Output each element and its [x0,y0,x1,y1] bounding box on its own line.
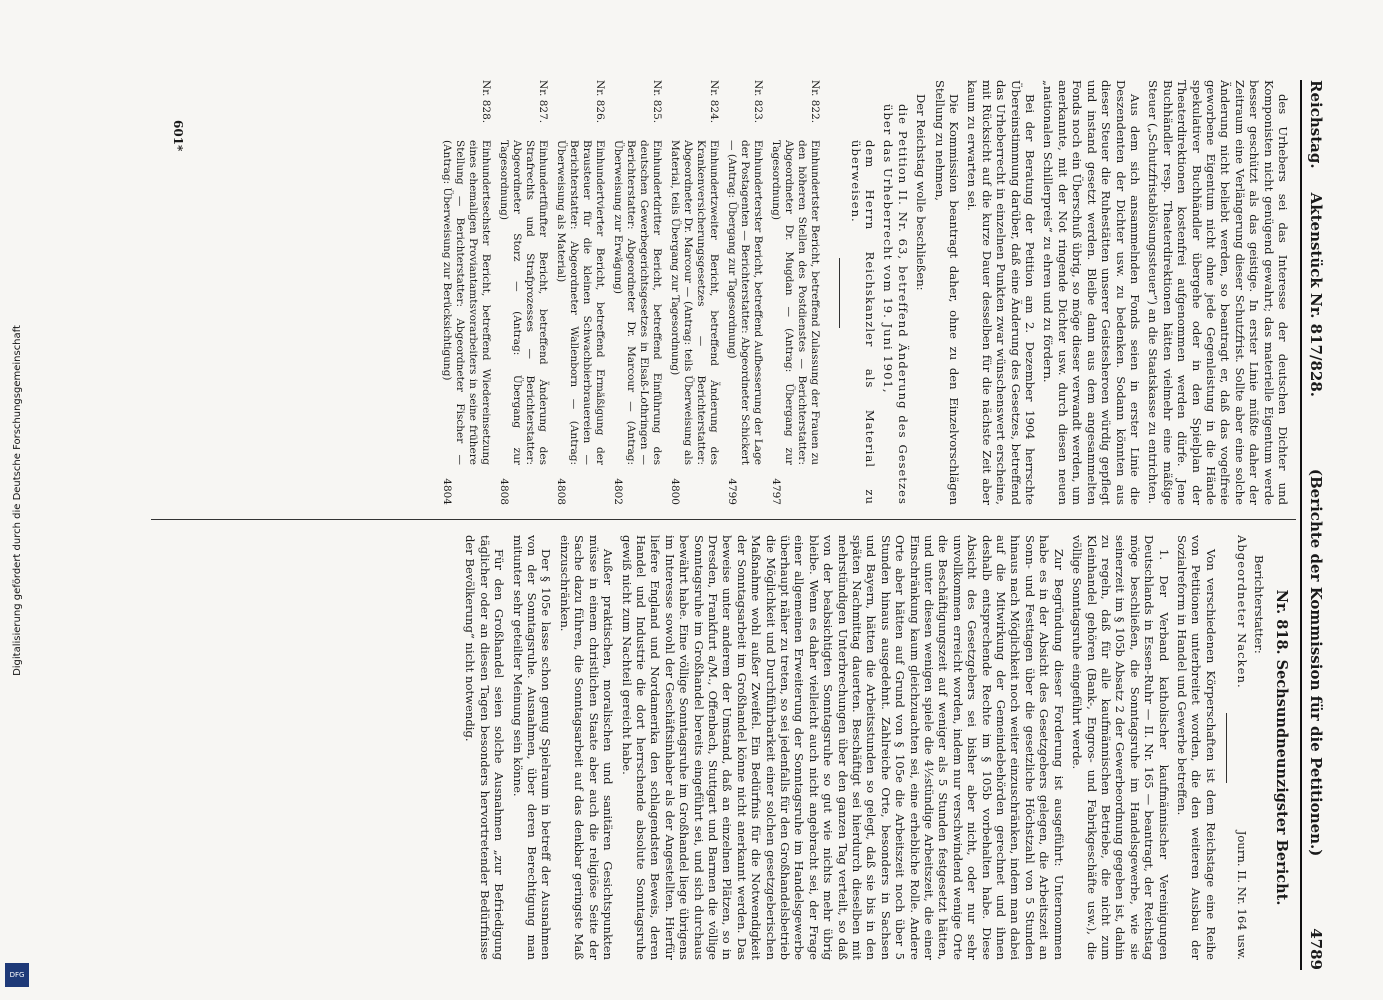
signature-mark: 601* [171,120,185,152]
table-of-contents [440,80,821,505]
paragraph: Für den Großhandel seien solche Ausnahmen „zur Befriedigung täglicher oder an diesen Tagen besonders hervortretender Bedürfnisse der Bevölkerung“ nicht notwendig. [463,535,507,960]
toc-number: Nr. 828. [480,80,493,124]
toc-number: Nr. 826. [594,80,607,124]
toc-title: Einhundertzweiter Bericht, betreffend Änderung des Krankenversicherungsgesetzes — Berichterstatter: Abgeordneter Dr. Marcour — (Antrag: teils Überweisung als Material, teils Übergang zur Tagesordnung) [669,140,721,465]
toc-entry [668,80,720,505]
report-heading [1274,535,1288,960]
paragraph: Aus dem sich ansammelnden Fonds seien in erster Linie die Deszendenten der Dichter usw. zu bedenken. Sodann könnten aus dieser Steuer die Ruhestätten unserer Geistesheroen würdig gepflegt und instand gesetzt werden. Bleibe dann aus dem angesammelten Fonds noch ein Überschuß übrig, so möge dieser verwandt werden, um anerkannte, mit der Not ringende Dichter usw. durch diesen neuen „nationalen Schillerpreis“ zu ehren und zu fördern. [1041,80,1142,505]
paragraph: des Urhebers sei das Interesse der deutschen Dichter und Komponisten nicht genügend gewahrt; das materielle Eigentum werde besser geschützt als das geistige. In erster Linie müßte daher der Zeitraum eine Verlängerung dieser Schutzfrist. Sollte aber eine solche Änderung nicht beliebt werden, so beantragt er, daß das vogelfreie geworbene Eigentum nicht ohne jede Gegenleistung in die Hände spekulativer Buchhändler übergehe oder in den Spielplan der Theaterdirektionen kostenfrei aufgenommen werden dürfe. Jene Buchhändler resp. Theaterdirektionen hätten vielmehr eine mäßige Steuer („Schutzfristablösungssteuer“) an die Staatskasse zu entrichten. [1146,80,1290,505]
toc-page: 4802 [612,478,625,505]
header-page-number: 4789 [1307,928,1326,970]
toc-entry [440,80,492,505]
logo-text: DFG [9,971,25,979]
motion-intro: Der Reichstag wolle beschließen: [914,94,929,291]
header-parliament: Reichstag. [1307,80,1326,169]
toc-number: Nr. 822. [809,80,822,124]
toc-entry [611,80,663,505]
paragraph: 1. Der Verband katholischer kaufmännischer Vereinigungen Deutschlands in Essen-Ruhr — II. Nr. 165 — beantragt, der Reichstag möge beschließen, die Sonntagsruhe im Handelsgewerbe, wie sie seinerzeit im § 105b Absatz 2 der Gewerbeordnung gegeben ist, dahin zu regeln, daß für alle kaufmännischen Betriebe, die nicht zum Kleinhandel gehören (Bank-, Engros- und Fabrikgeschäfte usw.), die völlige Sonntagsruhe eingeführt werde. [1070,535,1171,960]
toc-title: Einhundertvierter Bericht, betreffend Ermäßigung der Brausteuer für die kleinen Schwachbierbrauereien — Berichterstatter: Abgeordneter Wallenborn — (Antrag: Überweisung als Material) [555,140,607,465]
toc-page: 4797 [770,478,783,505]
paragraph: Bei der Beratung der Petition am 2. Dezember 1904 herrschte Übereinstimmung darüber, daß eine Änderung des Gesetzes, betreffend das Urheberrecht in einzelnen Punkten zwar wünschenswert erscheine, mit Rücksicht auf die kurze Dauer desselben für die nächste Zeit aber kaum zu erwarten sei. [965,80,1038,505]
toc-entry [769,80,821,505]
toc-title: Einhunderterster Bericht, betreffend Aufbesserung der Lage der Postagenten — Berichterstatter: Abgeordneter Schickert — (Antrag: Übergang zur Tagesordnung) [726,140,765,465]
dfg-logo [5,963,29,987]
toc-title: Einhundertfünfter Bericht, betreffend Änderung des Strafrechts und Strafprozesses — Berichterstatter: Abgeordneter Storz — (Antrag: Übergang zur Tagesordnung) [498,140,550,465]
paragraph: Von verschiedenen Körperschaften ist dem Reichstage eine Reihe von Petitionen unterbreitet worden, die den weiteren Ausbau der Sozialreform in Handel und Gewerbe betreffen. [1174,535,1218,960]
journal-reference: Journ. II. Nr. 164 usw. [1235,830,1250,960]
header-document-number: Aktenstück Nr. 817/828. [1307,192,1326,398]
toc-page: 4808 [498,478,511,505]
left-column [155,80,1290,505]
toc-title: Einhundertster Bericht, betreffend Zulassung der Frauen zu den höheren Stellen des Postdienstes — Berichterstatter: Abgeordneter Dr. Mugdan — (Antrag: Übergang zur Tagesordnung) [770,140,822,465]
paragraph: Der § 105e lasse schon genug Spielraum in betreff der Ausnahmen von der Sonntagsruhe. Ausnahmen, über deren Berechtigung man mitunter sehr geteilter Meinung sein könne. [510,535,554,960]
toc-title: Einhundertdritter Bericht, betreffend Einführung des deutschen Gewerbegerichtsgesetzes in Elsaß-Lothringen — Berichterstatter: Abgeordneter Dr. Marcour — (Antrag: Überweisung zur Erwägung) [612,140,664,465]
motion-text: die Petition II. Nr. 63, betreffend Änderung des Gesetzes über das Urheberrecht vom 19. Juni 1901, [881,104,910,505]
toc-entry [725,80,764,505]
toc-number: Nr. 827. [537,80,550,124]
column-divider [151,519,1296,520]
paragraph: Die Kommission beantragt daher, ohne zu den Einzelvorschlägen Stellung zu nehmen, [932,80,962,505]
toc-entry [497,80,549,505]
separator-rule [1226,713,1227,783]
motion-close: dem Herrn Reichskanzler als Material zu überweisen. [848,140,878,505]
reporter-block [1251,535,1265,960]
toc-number: Nr. 824. [708,80,721,124]
separator-rule [839,258,840,328]
header-section: (Berichte der Kommission für die Petitionen.) [1307,468,1326,857]
reporter-name: Abgeordneter Nacken. [1235,535,1250,689]
paragraph: Außer praktischen, moralischen und sanitären Gesichtspunkten müsse in einem christlichen Staate aber auch die religiöse Seite der Sache dazu führen, die Sonntagsarbeit auf das denkbar geringste Maß einzuschränken. [557,535,616,960]
toc-title: Einhundertsechster Bericht, betreffend Wiedereinsetzung eines ehemaligen Proviantamtsvorarbeiters in seine frühere Stellung — Berichterstatter: Abgeordneter Fischer — (Antrag: Überweisung zur Berücksichtigung) [441,140,493,465]
toc-page: 4804 [441,478,454,505]
report-number: Nr. 818. [1273,589,1290,655]
toc-entry [554,80,606,505]
digitization-credit [8,10,26,990]
reporter-row [1235,535,1249,960]
toc-page: 4799 [726,478,739,505]
toc-page: 4800 [669,478,682,505]
credit-text: Digitalisierung gefördert durch die Deutsche Forschungsgemeinschaft [11,324,23,676]
page-header [1300,80,1330,970]
toc-number: Nr. 823. [752,80,765,124]
rotated-document-sheet [140,70,1330,980]
reporter-label: Berichterstatter: [1251,555,1266,654]
toc-number: Nr. 825. [651,80,664,124]
toc-page: 4808 [555,478,568,505]
paragraph: Zur Begründung dieser Forderung ist ausgeführt: Unternommen habe es in der Absicht des Gesetzgebers gelegen, die Arbeitszeit an Sonn- und Festtagen über die gesetzliche Höchstzahl von 5 Stunden hinaus nach Möglichkeit noch weiter einzuschränken, indem man dabei auf die Mitwirkung der Gemeindebehörden gerechnet und ihnen deshalb entsprechende Rechte im § 105b vorbehalten habe. Diese Absicht des Gesetzgebers sei bisher aber nicht, oder nur sehr unvollkommen erreicht worden, indem nur verschwindend wenige Orte die Beschäftigungszeit auf weniger als 5 Stunden festgesetzt hätten, und unter diesen wenigen spiele die 4½stündige Arbeitszeit, die einer Einschränkung kaum gleichzuachten sei, eine erhebliche Rolle. Andere Orte aber hätten auf Grund von § 105e die Arbeitszeit noch über 5 Stunden hinaus ausgedehnt. Zahlreiche Orte, besonders in Sachsen und Bayern, hätten die Arbeitsstunden so gelegt, daß sie bis in den späten Nachmittag dauerten. Beschäftigt sei hierdurch dieselben mit mehrstündigen Unterbrechungen über den ganzen Tag verteilt, so daß von der beabsichtigten Sonntagsruhe so gut wie nichts mehr übrig bleibe. Wenn es daher vielleicht auch nicht angebracht sei, der Frage einer allgemeinen Erweiterung der Sonntagsruhe im Handelsgewerbe überhaupt näher zu treten, so sei jedenfalls für den Großhandelsbetrieb die Möglichkeit und Durchführbarkeit einer solchen gesetzgeberischen Maßnahme wohl außer Zweifel. Ein Bedürfnis für die Notwendigkeit der Sonntagsarbeit im Großhandel könne nicht anerkannt werden. Das beweise unter anderem der Umstand, daß an einzelnen Plätzen, so in Dresden, Frankfurt a/M., Offenbach, Stuttgart und Barmen die völlige Sonntagsruhe im Großhandel bereits eingeführt sei, und sich durchaus bewährt habe. Eine völlige Sonntagsruhe im Großhandel liege übrigens im Interesse sowohl der Geschäftsinhaber als der Angestellten. Hierfür liefere England und Nordamerika den schlagendsten Beweis, deren Handel und Industrie die dort herrschende absolute Sonntagsruhe gewiß nicht zum Nachteil gereicht habe. [619,535,1066,960]
right-column [155,535,1290,960]
report-title: Sechsundneunzigster Bericht. [1273,659,1290,906]
